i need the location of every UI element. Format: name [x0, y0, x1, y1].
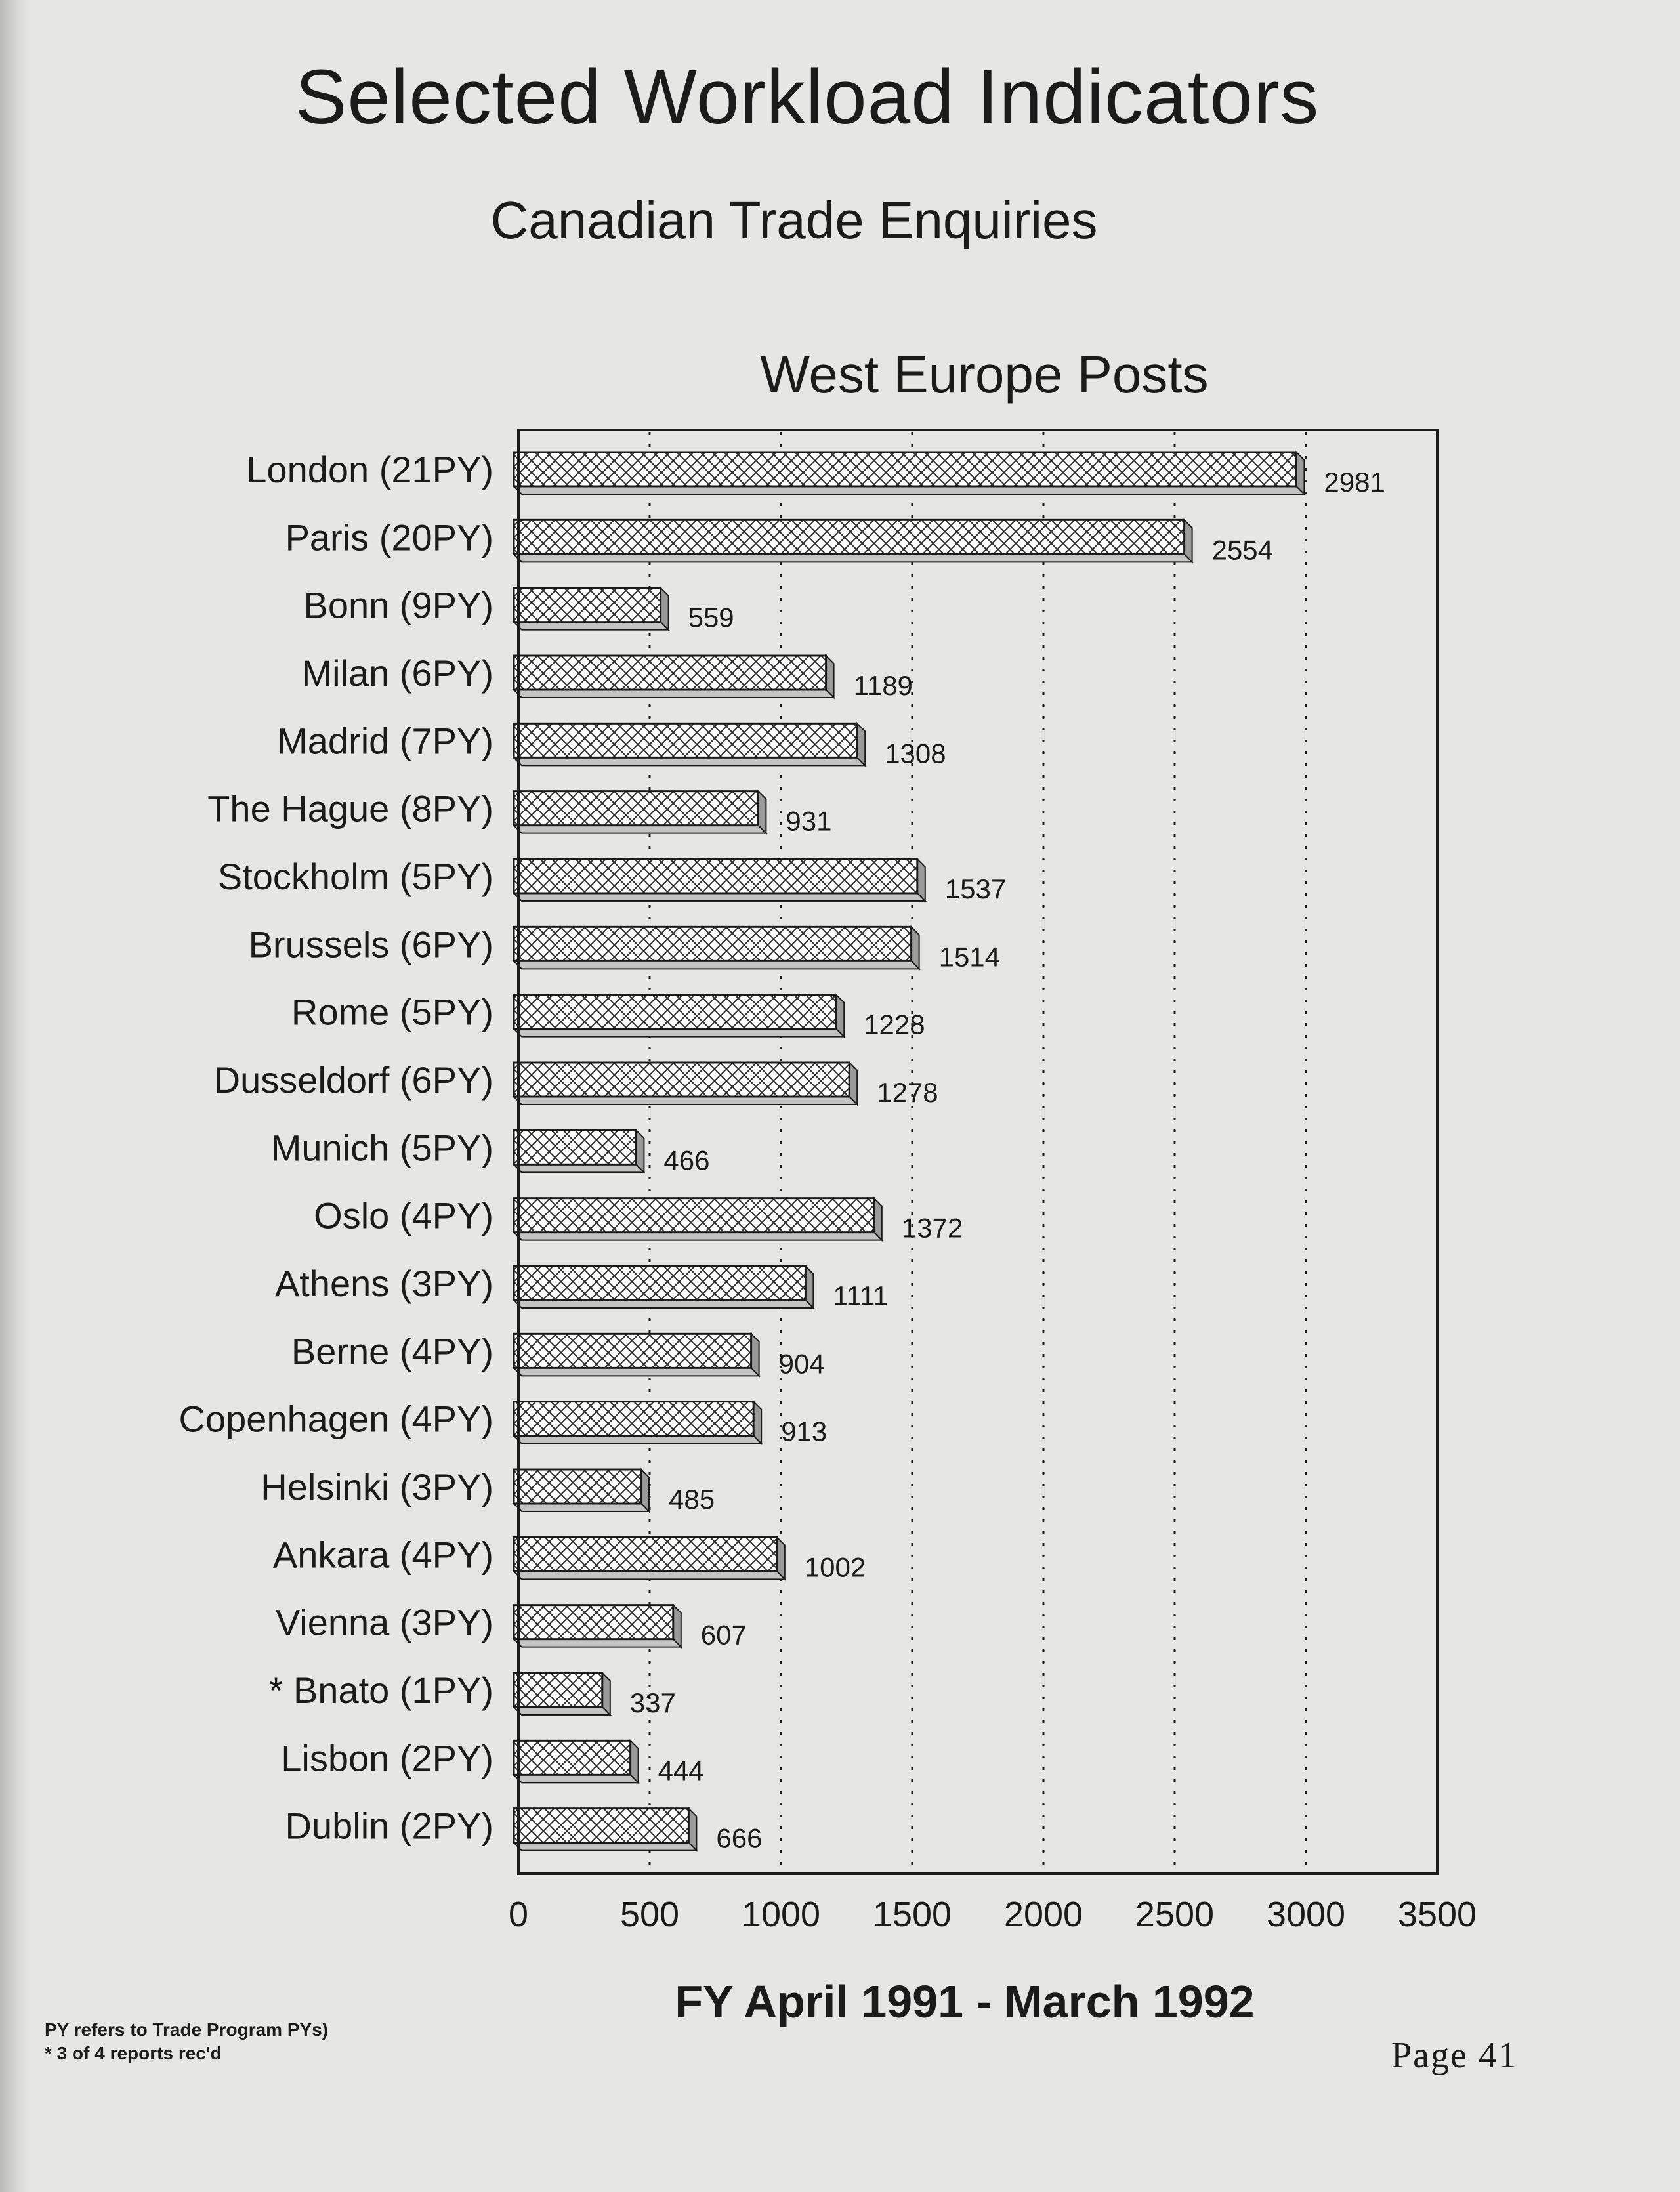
chart-title: West Europe Posts	[760, 345, 1209, 404]
value-label-1: 2554	[1211, 534, 1274, 566]
bar-face-0	[514, 452, 1296, 486]
value-label-3: 1189	[853, 670, 913, 701]
category-label-1: Paris (20PY)	[285, 516, 494, 559]
category-label-2: Bonn (9PY)	[303, 584, 494, 626]
bar-face-17	[514, 1605, 673, 1639]
bar-face-19	[514, 1740, 631, 1775]
bar-19	[514, 1740, 639, 1782]
bar-face-16	[514, 1537, 777, 1571]
value-label-5: 931	[786, 805, 832, 837]
bar-20	[514, 1809, 696, 1851]
bar-11	[514, 1198, 882, 1240]
bar-bottom-0	[514, 486, 1304, 494]
bar-13	[514, 1334, 759, 1376]
grid-layer	[650, 432, 1306, 1871]
bar-face-13	[514, 1334, 751, 1368]
x-tick-label-2000: 2000	[1003, 1895, 1083, 1934]
category-label-15: Helsinki (3PY)	[261, 1466, 494, 1507]
x-tick-label-1500: 1500	[872, 1895, 952, 1934]
bar-face-3	[514, 656, 826, 690]
bar-12	[514, 1266, 813, 1308]
bar-face-2	[514, 588, 661, 622]
value-label-6: 1537	[944, 874, 1007, 904]
bar-bottom-9	[514, 1097, 857, 1105]
bar-face-10	[514, 1130, 636, 1164]
bar-bottom-2	[514, 622, 669, 630]
bar-17	[514, 1605, 681, 1647]
bar-face-18	[514, 1673, 602, 1707]
bar-bottom-10	[514, 1164, 644, 1172]
category-label-13: Berne (4PY)	[291, 1330, 494, 1372]
bar-bottom-20	[514, 1843, 696, 1851]
value-label-15: 485	[669, 1484, 715, 1515]
value-label-10: 466	[663, 1145, 710, 1176]
bar-bottom-12	[514, 1300, 813, 1308]
category-label-10: Munich (5PY)	[270, 1127, 494, 1169]
bar-10	[514, 1130, 644, 1172]
bar-18	[514, 1673, 610, 1715]
value-label-0: 2981	[1324, 467, 1385, 497]
bar-1	[514, 520, 1192, 562]
category-label-20: Dublin (2PY)	[285, 1805, 494, 1847]
value-label-18: 337	[629, 1687, 676, 1718]
value-label-9: 1278	[877, 1077, 938, 1108]
bar-face-8	[514, 995, 836, 1029]
bar-face-4	[514, 723, 857, 757]
bar-8	[514, 995, 844, 1037]
footnote-line-1: PY refers to Trade Program PYs)	[45, 2019, 329, 2040]
value-label-7: 1514	[938, 941, 1001, 973]
bar-face-11	[514, 1198, 874, 1233]
bar-bottom-3	[514, 690, 834, 698]
bar-bottom-14	[514, 1436, 761, 1444]
bar-bottom-1	[514, 554, 1192, 562]
x-tick-label-0: 0	[508, 1895, 529, 1934]
x-tick-label-1000: 1000	[741, 1895, 821, 1934]
value-label-13: 904	[778, 1348, 825, 1380]
category-label-12: Athens (3PY)	[274, 1263, 494, 1304]
bar-bottom-4	[514, 757, 865, 765]
value-label-8: 1228	[864, 1009, 925, 1040]
bar-15	[514, 1469, 649, 1511]
value-label-2: 559	[688, 602, 734, 633]
page-subtitle: Canadian Trade Enquiries	[490, 191, 1098, 249]
bar-bottom-7	[514, 961, 919, 969]
value-label-20: 666	[716, 1823, 763, 1854]
bar-bottom-15	[514, 1504, 649, 1511]
bar-7	[514, 927, 919, 969]
bar-bottom-13	[514, 1368, 759, 1376]
category-label-18: * Bnato (1PY)	[268, 1670, 494, 1711]
category-label-14: Copenhagen (4PY)	[178, 1398, 494, 1440]
category-label-16: Ankara (4PY)	[272, 1534, 494, 1576]
bar-face-14	[514, 1402, 753, 1436]
category-label-5: The Hague (8PY)	[207, 788, 494, 830]
category-label-0: London (21PY)	[246, 449, 494, 490]
x-tick-label-2500: 2500	[1135, 1895, 1215, 1934]
x-tick-label-500: 500	[620, 1895, 680, 1934]
category-label-7: Brussels (6PY)	[248, 923, 494, 965]
bar-face-1	[514, 520, 1185, 554]
bar-4	[514, 723, 865, 765]
value-label-17: 607	[700, 1619, 747, 1651]
bar-2	[514, 588, 669, 630]
category-label-17: Vienna (3PY)	[275, 1601, 494, 1643]
bar-14	[514, 1402, 761, 1444]
bar-6	[514, 859, 925, 901]
bar-face-20	[514, 1809, 688, 1843]
bar-face-9	[514, 1063, 849, 1097]
x-axis-label: FY April 1991 - March 1992	[675, 1976, 1255, 2027]
category-label-9: Dusseldorf (6PY)	[213, 1059, 494, 1101]
page-title: Selected Workload Indicators	[295, 54, 1320, 140]
category-label-11: Oslo (4PY)	[314, 1194, 494, 1236]
bars-layer	[514, 452, 1304, 1851]
value-label-11: 1372	[901, 1212, 963, 1244]
bar-0	[514, 452, 1304, 494]
bar-16	[514, 1537, 785, 1579]
x-tick-label-3500: 3500	[1397, 1895, 1477, 1934]
page-number: Page 41	[1391, 2035, 1518, 2076]
bar-9	[514, 1063, 857, 1105]
bar-face-7	[514, 927, 912, 961]
value-label-4: 1308	[885, 738, 946, 769]
bar-bottom-18	[514, 1707, 610, 1715]
value-label-14: 913	[781, 1416, 828, 1447]
category-label-4: Madrid (7PY)	[277, 720, 494, 762]
category-label-6: Stockholm (5PY)	[217, 856, 494, 897]
category-label-19: Lisbon (2PY)	[281, 1737, 494, 1779]
value-label-12: 1111	[833, 1280, 889, 1311]
bar-face-6	[514, 859, 917, 893]
value-label-19: 444	[658, 1755, 704, 1786]
category-label-8: Rome (5PY)	[291, 991, 494, 1033]
footnote	[45, 2018, 328, 2065]
bar-5	[514, 791, 766, 833]
bar-face-5	[514, 791, 758, 826]
bar-bottom-6	[514, 893, 925, 901]
bar-bottom-8	[514, 1029, 844, 1037]
bar-bottom-5	[514, 826, 766, 833]
bar-3	[514, 656, 834, 698]
bar-bottom-17	[514, 1639, 681, 1647]
bar-bottom-19	[514, 1775, 639, 1782]
value-label-16: 1002	[804, 1551, 866, 1583]
bar-face-15	[514, 1469, 641, 1504]
bar-bottom-11	[514, 1233, 882, 1240]
bar-bottom-16	[514, 1571, 785, 1579]
x-tick-label-3000: 3000	[1266, 1895, 1346, 1934]
footnote-line-2: * 3 of 4 reports rec'd	[45, 2043, 222, 2063]
bar-face-12	[514, 1266, 805, 1300]
category-label-3: Milan (6PY)	[301, 652, 494, 694]
plot-frame	[518, 430, 1437, 1874]
